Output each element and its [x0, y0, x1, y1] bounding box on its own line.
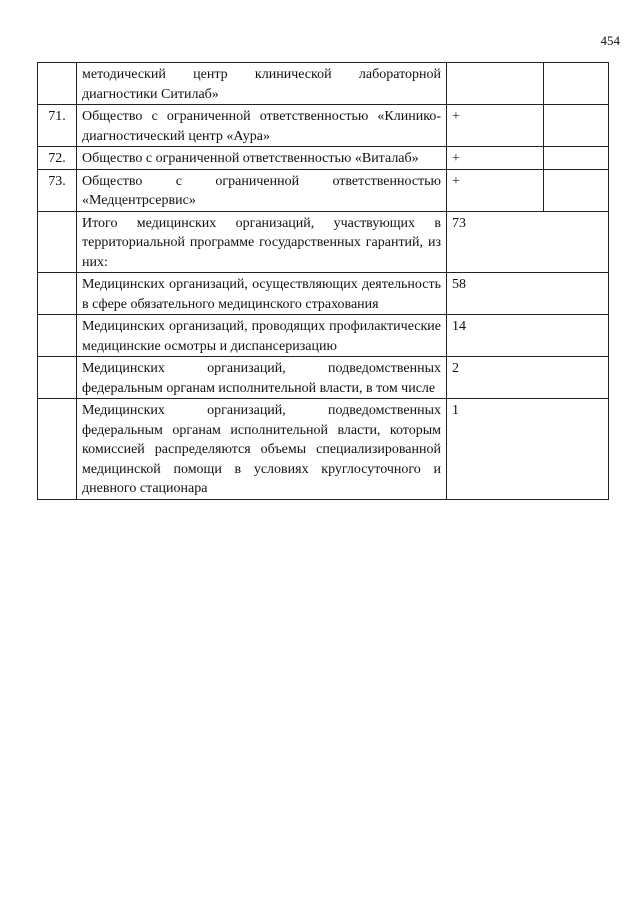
row-number: 71. [38, 105, 77, 147]
organizations-table [37, 62, 609, 500]
extra-cell [544, 63, 609, 105]
table-row [38, 63, 609, 105]
row-number [38, 63, 77, 105]
organization-name: Общество с ограниченной ответственностью «Клинико-диагностический центр «Аура» [77, 105, 447, 147]
extra-cell [544, 105, 609, 147]
summary-row [38, 315, 609, 357]
summary-row [38, 357, 609, 399]
empty-number-cell [38, 211, 77, 273]
summary-value: 73 [447, 211, 609, 273]
row-number: 73. [38, 169, 77, 211]
summary-row [38, 211, 609, 273]
participation-mark: + [447, 105, 544, 147]
summary-value: 58 [447, 273, 609, 315]
empty-number-cell [38, 315, 77, 357]
row-number: 72. [38, 147, 77, 170]
summary-label: Медицинских организаций, осуществляющих деятельность в сфере обязательного медицинского страхования [77, 273, 447, 315]
organization-name: Общество с ограниченной ответственностью «Виталаб» [77, 147, 447, 170]
empty-number-cell [38, 357, 77, 399]
summary-label: Медицинских организаций, подведомственных федеральным органам исполнительной власти, которым комиссией распределяются объемы специализированной медицинской помощи в условиях круглосуточного и дневного стационара [77, 399, 447, 500]
summary-value: 1 [447, 399, 609, 500]
participation-mark [447, 63, 544, 105]
table-row [38, 169, 609, 211]
summary-label: Итого медицинских организаций, участвующих в территориальной программе государственных гарантий, из них: [77, 211, 447, 273]
participation-mark: + [447, 169, 544, 211]
summary-value: 14 [447, 315, 609, 357]
empty-number-cell [38, 399, 77, 500]
table-row [38, 105, 609, 147]
page-number: 454 [600, 33, 620, 48]
participation-mark: + [447, 147, 544, 170]
organization-name: Общество с ограниченной ответственностью «Медцентрсервис» [77, 169, 447, 211]
summary-row [38, 399, 609, 500]
organization-name: методический центр клинической лабораторной диагностики Ситилаб» [77, 63, 447, 105]
table-row [38, 147, 609, 170]
extra-cell [544, 169, 609, 211]
empty-number-cell [38, 273, 77, 315]
summary-value: 2 [447, 357, 609, 399]
summary-label: Медицинских организаций, подведомственных федеральным органам исполнительной власти, в том числе [77, 357, 447, 399]
summary-label: Медицинских организаций, проводящих профилактические медицинские осмотры и диспансеризацию [77, 315, 447, 357]
extra-cell [544, 147, 609, 170]
summary-row [38, 273, 609, 315]
